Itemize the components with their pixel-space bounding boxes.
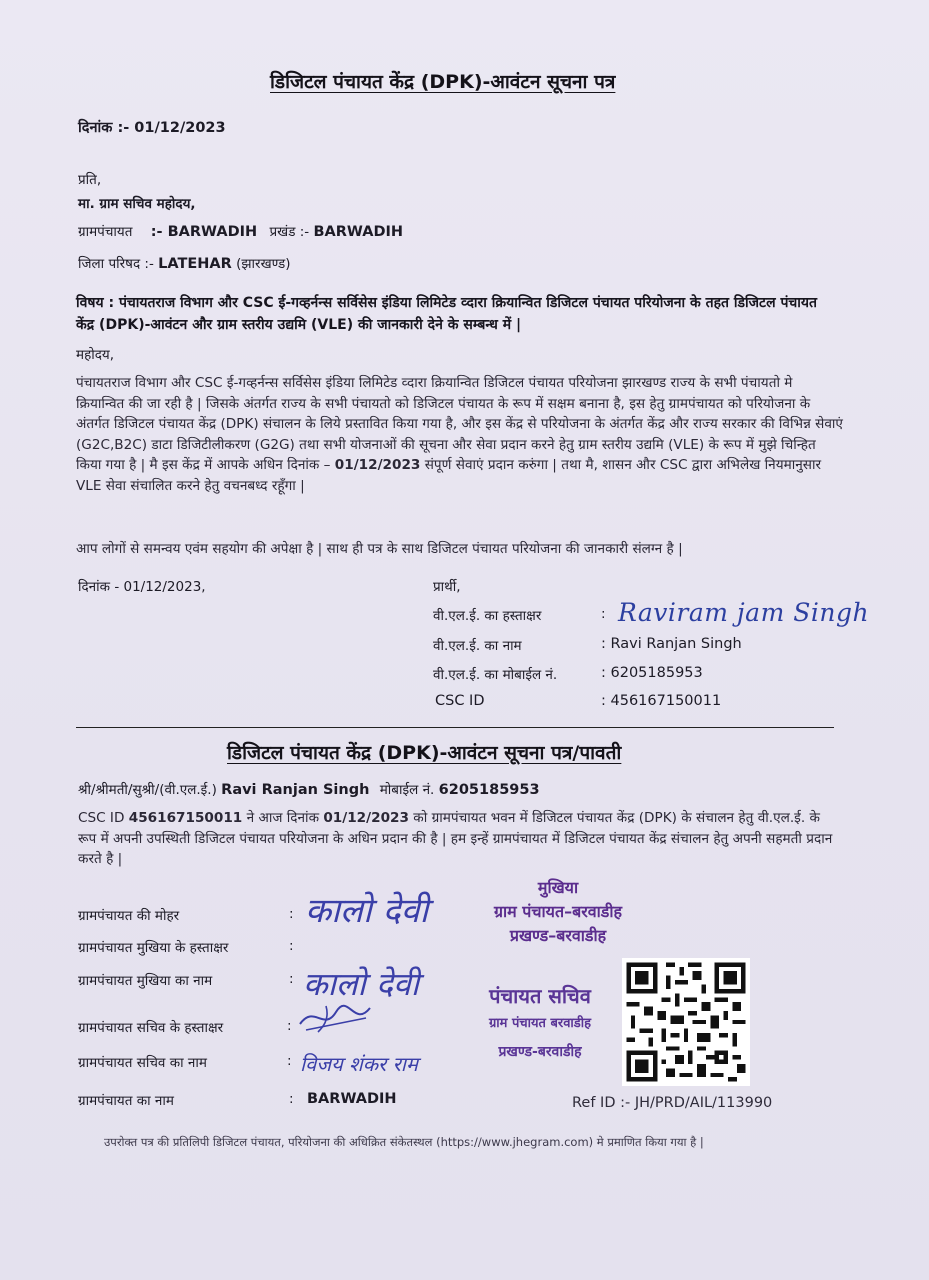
para1-text-b: संपूर्ण सेवाएं प्रदान करुंगा | तथा मै, शासन और CSC द्वारा अभिलेख नियमानुसार VLE सेवा संचालित करने हेतु वचनबध्द रहूँगा | — [76, 457, 822, 494]
receipt-mobile: 6205185953 — [438, 782, 540, 798]
receipt-paragraph — [78, 808, 842, 870]
receipt-csc-prefix: CSC ID — [78, 810, 125, 826]
vle-name-label: वी.एल.ई. का नाम — [433, 638, 522, 654]
sachiv-stamp — [455, 982, 625, 1066]
body-paragraph-1 — [76, 373, 844, 496]
receipt-prefix: श्री/श्रीमती/सुश्री/(वी.एल.ई.) — [78, 782, 217, 798]
csc-id-label: CSC ID — [435, 693, 485, 709]
district-row — [78, 254, 291, 272]
receipt-vle-name: Ravi Ranjan Singh — [221, 782, 370, 798]
gp-name-colon: : — [289, 1091, 294, 1107]
vle-mobile-label: वी.एल.ई. का मोबाईल नं. — [433, 667, 558, 683]
mukhiya-name-colon: : — [289, 971, 294, 987]
qr-code-icon — [622, 958, 750, 1086]
district-value: LATEHAR — [158, 256, 232, 272]
receipt-vle-line — [78, 780, 540, 798]
vle-sig-colon: : — [601, 606, 606, 622]
seal-colon: : — [289, 906, 294, 922]
block-label: प्रखंड :- — [269, 224, 310, 240]
gp-name-label: ग्रामपंचायत का नाम — [78, 1093, 174, 1109]
block-value: BARWADIH — [313, 224, 404, 240]
ref-id: Ref ID :- JH/PRD/AIL/113990 — [572, 1095, 773, 1111]
receipt-mobile-label: मोबाईल नं. — [379, 782, 435, 798]
mukhiya-sig-colon: : — [289, 938, 294, 954]
prarthi: प्रार्थी, — [433, 579, 461, 595]
receipt-title: डिजिटल पंचायत केंद्र (DPK)-आवंटन सूचना पत्र/पावती — [227, 742, 622, 764]
sachiv-stamp-line2: ग्राम पंचायत बरवाडीह — [488, 1016, 592, 1031]
vle-name-value: : Ravi Ranjan Singh — [601, 636, 742, 652]
sachiv-name-colon: : — [287, 1053, 292, 1069]
para1-text-a: पंचायतराज विभाग और CSC ई-गव्हर्नन्स सर्विसेस इंडिया लिमिटेड व्दारा क्रियान्वित डिजिटल पंचायत परियोजना झारखण्ड राज्य के सभी पंचायतो मे क्रियान्वित की जा रही है | जिसके अंतर्गत राज्य के सभी पंचायतो को डिजिटल पंचायत के रूप में सक्षम बनाना है, इस हेतु ग्रामपंचायत को परियोजना के अंतर्गत डिजिटल पंचायत केंद्र (DPK) संचालन के लिये प्रस्तावित किया गया है, और इस केंद्र से परियोजना के अंतर्गत केंद्र और राज्य सरकार की विभिन्न सेवाएं (G2C,B2C) डाटा डिजिटीलीकरण (G2G) तथा सभी योजनाओं की सूचना और सेवा प्रदान करने हेतु ग्राम स्तरीय उद्यमि (VLE) के रूप में मुझे चिन्हित किया गया है | मै इस केंद्र में आपके अधिन दिनांक – — [76, 375, 843, 473]
sachiv-name-label: ग्रामपंचायत सचिव का नाम — [78, 1055, 207, 1071]
mukhiya-stamp-line3: प्रखण्ड–बरवाडीह — [509, 926, 607, 945]
sachiv-name-handwritten: विजय शंकर राम — [300, 1052, 418, 1076]
mukhiya-stamp-line1: मुखिया — [537, 878, 579, 897]
sachiv-stamp-line1: पंचायत सचिव — [489, 984, 591, 1008]
letter-date: दिनांक :- 01/12/2023 — [78, 120, 226, 136]
receipt-csc-rest: को ग्रामपंचायत भवन में डिजिटल पंचायत केंद्र (DPK) के संचालन हेतु वी.एल.ई. के रूप में अपनी उपस्थिती डिजिटल पंचायत परियोजना के अधिन प्रदान की है | हम इन्हें ग्रामपंचायत में डिजिटल पंचायत केंद्र संचालन हेतु अपनी सहमती प्रदान करते है | — [78, 810, 833, 867]
recipient: मा. ग्राम सचिव महोदय, — [78, 196, 196, 212]
vle-signature: Raviram jam Singh — [618, 598, 870, 627]
sachiv-sig-colon: : — [287, 1018, 292, 1034]
applicant-date: दिनांक - 01/12/2023, — [78, 579, 206, 595]
receipt-date: 01/12/2023 — [323, 810, 409, 826]
gp-label: ग्रामपंचायत — [78, 224, 133, 240]
gp-name-value: BARWADIH — [307, 1091, 397, 1107]
mukhiya-name-label: ग्रामपंचायत मुखिया का नाम — [78, 973, 213, 989]
to-line: प्रति, — [78, 172, 102, 188]
mukhiya-name-handwritten: कालो देवी — [303, 965, 420, 1003]
mukhiya-stamp — [470, 876, 646, 948]
footer-note: उपरोक्त पत्र की प्रतिलिपी डिजिटल पंचायत, परियोजना की अधिक्रित संकेतस्थल (https://www.jhegram.com) मे प्रमाणित किया गया है | — [104, 1135, 704, 1149]
subject-text: विषय : पंचायतराज विभाग और CSC ई-गव्हर्नन्स सर्विसेस इंडिया लिमिटेड व्दारा क्रियान्वित डिजिटल पंचायत परियोजना के तहत डिजिटल पंचायत केंद्र (DPK)-आवंटन और ग्राम स्तरीय उद्यमि (VLE) की जानकारी देने के सम्बन्ध में | — [76, 295, 818, 333]
sachiv-stamp-line3: प्रखण्ड-बरवाडीह — [498, 1044, 582, 1060]
salutation: महोदय, — [76, 347, 115, 363]
section-divider — [76, 727, 834, 728]
csc-id-value: : 456167150011 — [601, 693, 722, 709]
gp-row — [78, 222, 403, 240]
seal-label: ग्रामपंचायत की मोहर — [78, 908, 180, 924]
receipt-csc-mid: ने आज दिनांक — [246, 810, 320, 826]
mukhiya-signature: कालो देवी — [305, 891, 429, 931]
district-state: (झारखण्ड) — [236, 256, 291, 272]
para1-date: 01/12/2023 — [334, 457, 421, 473]
receipt-csc-id: 456167150011 — [128, 810, 243, 826]
body-paragraph-2: आप लोगों से समन्वय एवंम सहयोग की अपेक्षा है | साथ ही पत्र के साथ डिजिटल पंचायत परियोजना की जानकारी संलग्न है | — [76, 541, 683, 557]
sachiv-sig-label: ग्रामपंचायत सचिव के हस्ताक्षर — [78, 1020, 224, 1036]
sachiv-signature-scribble — [296, 998, 376, 1036]
mukhiya-stamp-line2: ग्राम पंचायत–बरवाडीह — [493, 902, 623, 921]
vle-sig-label: वी.एल.ई. का हस्ताक्षर — [433, 608, 542, 624]
gp-value: :- BARWADIH — [150, 224, 258, 240]
letter-title: डिजिटल पंचायत केंद्र (DPK)-आवंटन सूचना पत्र — [270, 71, 616, 93]
vle-mobile-value: : 6205185953 — [601, 665, 703, 681]
mukhiya-sig-label: ग्रामपंचायत मुखिया के हस्ताक्षर — [78, 940, 229, 956]
district-label: जिला परिषद :- — [78, 256, 154, 272]
